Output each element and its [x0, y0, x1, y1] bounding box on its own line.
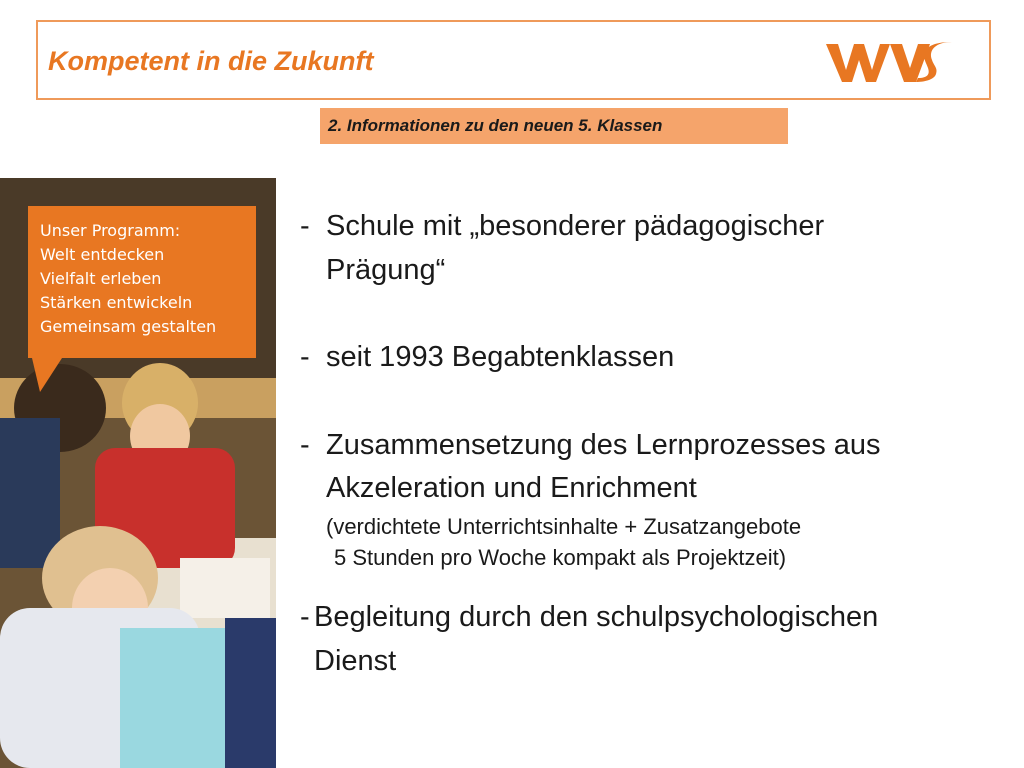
photo-program-title: Unser Programm: — [40, 221, 181, 240]
bullet-note: (verdichtete Unterrichtsinhalte + Zusatzangebote 5 Stunden pro Woche kompakt als Projektzeit) — [326, 513, 802, 571]
header-title: Kompetent in die Zukunft — [48, 46, 374, 76]
school-logo — [824, 38, 959, 86]
section-subheading: 2. Informationen zu den neuen 5. Klassen — [320, 108, 788, 144]
bullet-item: - seit 1993 Begabtenklassen — [300, 341, 675, 373]
bullet-item: - Zusammensetzung des Lernprozesses aus Akzeleration und Enrichment — [300, 428, 881, 504]
photo-line: Gemeinsam gestalten — [40, 317, 217, 336]
program-photo — [0, 178, 276, 768]
program-photo-illustration — [0, 178, 276, 768]
photo-line: Stärken entwickeln — [40, 293, 193, 312]
photo-line: Welt entdecken — [40, 245, 165, 264]
bullet-item: - Begleitung durch den schulpsychologischen Dienst — [300, 601, 879, 677]
photo-line: Vielfalt erleben — [40, 269, 162, 288]
bullet-list — [300, 205, 1015, 683]
bullet-item: - Schule mit „besonderer pädagogischer Prägung“ — [300, 210, 825, 286]
header-banner — [36, 20, 991, 100]
